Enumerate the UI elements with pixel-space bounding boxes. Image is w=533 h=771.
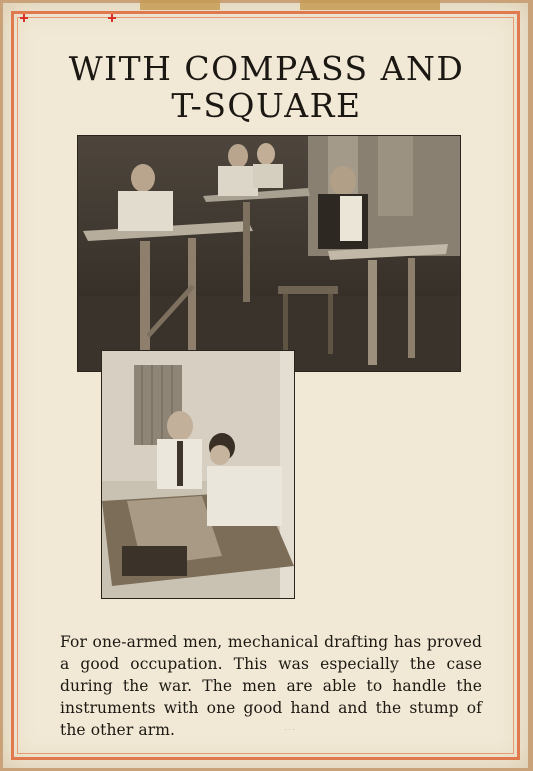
red-cross-icon: [20, 14, 28, 22]
tape-strip: [140, 0, 220, 10]
instructor-and-student-illustration: [102, 351, 294, 598]
drafting-room-photo: [77, 135, 461, 372]
caption-paragraph: For one-armed men, mechanical drafting has proved a good occupation. This was especially the case during the war. The men are able to handle the instruments with one good hand and the stump of the other arm.: [60, 632, 482, 739]
title-line-2: T-SQUARE: [171, 86, 362, 125]
tape-strip: [300, 0, 440, 10]
drafting-room-illustration: [78, 136, 460, 371]
title-line-1: WITH COMPASS AND: [68, 49, 465, 88]
plate-number: · · ·: [285, 727, 295, 733]
instructor-and-student-photo: [101, 350, 295, 599]
red-cross-icon: [108, 14, 116, 22]
publisher-mark: [18, 9, 118, 27]
